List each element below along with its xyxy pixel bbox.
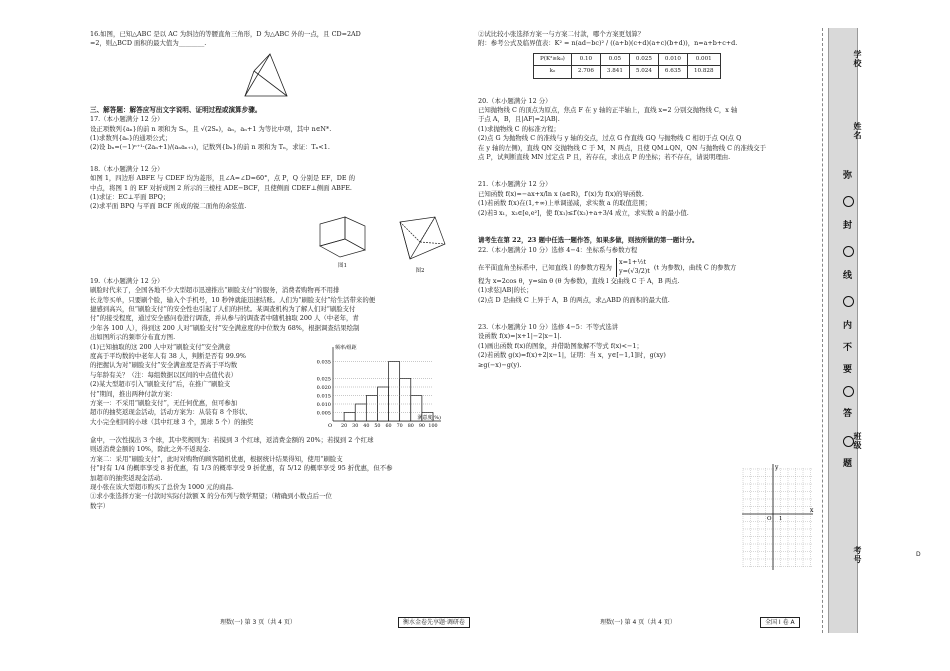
figure-1-caption: 图1 (338, 263, 347, 270)
q22-line-a (478, 258, 813, 277)
hist-x-tick: 70 (396, 423, 403, 429)
table-cell: 2.706 (571, 66, 600, 78)
q20-line-e: 在 y 轴的左侧)，直线 QN 交抛物线 C 于 M，N 两点，且使 QM⊥QN，QN 与抛物线 C 的准线交于 (478, 143, 767, 152)
q22-param-eq (616, 258, 650, 277)
q20-line-b: 于点 A，B，且|AF|=2|AB|. (478, 115, 560, 124)
seal-char: 弥 (843, 171, 853, 181)
right-column (478, 30, 813, 370)
q20-line-a: 已知抛物线 C 的顶点为原点，焦点 F 在 y 轴的正半轴上，直线 x=2 分别交抛物线 C，x 轴 (478, 106, 738, 115)
q19-line-p: 盒中，一次性摸出 3 个球，其中奖规则为：若摸到 3 个红球，返消费金额的 20%；若摸到 2 个红球 (90, 435, 374, 444)
axis-y-label: y (775, 464, 779, 471)
seal-circle (843, 296, 854, 307)
table-cell: 0.10 (571, 53, 600, 65)
seal-circle (843, 436, 854, 447)
hist-y-tick: 0.035 (316, 358, 331, 365)
hist-x-tick: 80 (407, 423, 414, 429)
q23-line-b: (1)画出函数 f(x)的图象，并借助图象解不等式 f(x)<−1； (478, 341, 643, 350)
table-cell: 6.635 (658, 66, 687, 78)
q19-header: 19.（本小题满分 12 分） (90, 276, 164, 285)
chi-square-table (533, 53, 721, 79)
q19-line-f: 出如图所示的频率分布直方图. (90, 333, 176, 342)
q18-stem2: 中点，将图 1 的 EF 对折成图 2 所示的三棱柱 ADE−BCF，且使侧面 CDEF⊥侧面 ABFE. (90, 183, 352, 192)
seal-circle (843, 196, 854, 207)
hist-bar (400, 378, 411, 421)
q21-line-a: 已知函数 f(x)=−ax+x/ln x (a∈R)，f′(x)为 f(x)的导函数. (478, 189, 644, 198)
q19-line-k: (2)某大型超市引入“刷脸支付”后，在推广“刷脸支 (90, 380, 231, 389)
q19-line-h: 度高于平均数的中老年人有 38 人，判断是否有 99.9% (90, 351, 246, 360)
hist-bar (389, 361, 400, 421)
q19-formula: 附：参考公式及临界值表：K² = n(ad−bc)² / ((a+b)(c+d)(a+c)(b+d))，n=a+b+c+d. (478, 39, 738, 48)
table-cell: 0.010 (658, 53, 687, 65)
q18-header: 18.（本小题满分 12 分） (90, 164, 164, 173)
q22-line-c: 程为 x=2cos θ，y=sin θ (θ 为参数)，直线 l 交曲线 C 于 A，B 两点. (478, 276, 680, 285)
table-header-k: k₀ (534, 66, 572, 78)
strip-number: 考号 (853, 546, 862, 564)
q17-stem: 设正项数列{aₙ}的前 n 项和为 Sₙ，且 √(2Sₙ)，aₙ，aₙ+1 为等比中项，其中 n∈N*. (90, 124, 332, 133)
q19-line-b: 长龙等买单，只要刷个脸，输入个手机号，10 秒钟就能迅速结账。人们为“刷脸支付”给生活带来的便 (90, 295, 376, 304)
q19-line-i: 的把握认为对“刷脸支付”安全满意度是否高于平均数 (90, 361, 238, 370)
q23-line-d: ≥g(−x)−g(y). (478, 360, 522, 369)
q19-line-v: ①求小张选择方案一付款时实际付款额 X 的分布列与数学期望；（精确到小数点后一位 (90, 492, 332, 501)
hist-bar (366, 395, 377, 421)
q18-part2: (2)求平面 BPQ 与平面 BCF 所成的锐二面角的余弦值. (90, 202, 247, 211)
hist-bar (355, 404, 366, 421)
q19-hist-block (90, 343, 460, 436)
hist-x-tick: 90 (418, 423, 425, 429)
hist-y-tick: 0.025 (316, 375, 331, 382)
hist-x-tick: 50 (374, 423, 381, 429)
table-header-p: P(K²≥k₀) (534, 53, 572, 65)
hist-x-tick: 30 (352, 423, 359, 429)
table-cell: 3.841 (600, 66, 629, 78)
q19-line-w: 数字） (90, 501, 110, 510)
seal-char: 答 (843, 409, 853, 419)
hist-y-tick: 0.015 (316, 392, 331, 399)
q21-line-b: (1)若函数 f(x)在(1,+∞)上单调递减，求实数 a 的取值范围； (478, 199, 652, 208)
hist-x-tick: 100 (428, 423, 438, 429)
strip-school: 学校 (853, 50, 862, 68)
hist-x-tick: 60 (385, 423, 392, 429)
hist-y-tick: 0.005 (316, 409, 331, 416)
q17-part2: (2)设 bₙ=(−1)ⁿ⁺¹·(2aₙ+1)/(aₙaₙ₊₁)，记数列{bₙ}的前 n 项和为 Tₙ，求证：Tₙ<1. (90, 143, 330, 152)
q19-line-q: 则返消费金额的 10%，除此之外不返现金. (90, 445, 211, 454)
q18-stem1: 如图 1，四边形 ABFE 与 CDEF 均为菱形，且∠A=∠D=60°，点 P，Q 分别是 EF，DE 的 (90, 174, 355, 183)
q19-line-n: 超市的抽奖返现金活动，活动方案为：从装有 8 个形状、 (90, 408, 252, 417)
q18-figure-1 (315, 214, 370, 259)
q17-part1: (1)求数列{aₙ}的通项公式； (90, 134, 172, 143)
axis-one: 1 (779, 516, 783, 522)
footer-left: 理数(一) 第 3 页（共 4 页） (220, 619, 296, 626)
table-cell: 5.024 (629, 66, 658, 78)
q19-line-d: 付”的接受程度，通过安全感问卷进行调查，并从参与的调查者中随机抽取 200 人（中老年，青 (90, 314, 359, 323)
seal-char: 内 (843, 321, 853, 331)
hist-x-label: 满意度(%) (417, 414, 441, 421)
q19-line-x: ②试比较小张选择方案一与方案二付款，哪个方案更划算？ (478, 30, 645, 38)
footer-mid: 衡水金卷先享题·调研卷 (398, 617, 470, 628)
q20-line-d: (2)点 G 为抛物线 C 的准线与 y 轴的交点，过点 G 作直线 GQ 与抛物线 C 相切于点 Q(点 Q (478, 134, 742, 143)
hist-x-tick: 40 (363, 423, 370, 429)
q19-line-a: 刷脸时代来了，全国各地不少大型超市迅速推出“刷脸支付”的服务，消费者购物再不用排 (90, 286, 340, 295)
q16-line1: 16.如图，已知△ABC 是以 AC 为斜边的等腰直角三角形，D 为△ABC 外的一点，且 CD=2AD (90, 30, 361, 38)
seal-char: 不 (843, 343, 853, 353)
seal-char: 封 (843, 221, 853, 231)
footer-badge: 全国 I 卷 A (760, 617, 800, 628)
q19-line-r: 方案二：采用“刷脸支付”，此时对购物的顾客随机优惠，根据统计结果得知，使用“刷脸支 (90, 454, 343, 463)
footer-right: 理数(一) 第 4 页（共 4 页） (600, 619, 676, 626)
left-column (90, 30, 460, 511)
q18-figures (315, 214, 460, 277)
q23-line-c: (2)若函数 g(x)=f(x)+2|x−1|，证明：当 x，y∈[−1,1]时，g(xy) (478, 351, 666, 360)
q21-line-c: (2)若∃ x₁，x₂∈[e,e²]，使 f(x₁)≤f′(x₂)+a+3/4 成立，求实数 a 的最小值. (478, 208, 689, 217)
section-3-heading: 三、解答题：解答应写出文字说明、证明过程或演算步骤。 (90, 105, 262, 114)
q19-line-o: 大小完全相同的小球（其中红球 3 个，黑球 5 个）的抽奖 (90, 417, 254, 426)
table-cell: 0.025 (629, 53, 658, 65)
q18-part1: (1)求证：EC⊥平面 BPQ； (90, 193, 170, 202)
q22-text-2: (t 为参数)，曲线 C 的参数方 (653, 263, 737, 272)
q22-line-d: (1)求弦|AB|的长； (478, 286, 533, 295)
hist-x-tick: 20 (341, 423, 348, 429)
seal-char: 要 (843, 365, 853, 375)
q22-line-e: (2)点 D 是曲线 C 上异于 A，B 的两点，求△ABD 的面积的最大值. (478, 295, 670, 304)
axis-origin: O (767, 516, 772, 522)
q20-line-c: (1)求抛物线 C 的标准方程； (478, 124, 560, 133)
axis-x-label: x (810, 507, 814, 514)
hist-y-tick: 0.020 (316, 384, 331, 391)
table-cell: 0.001 (687, 53, 720, 65)
q19-line-g: (1)已知抽取的这 200 人中对“刷脸支付”安全满意 (90, 342, 231, 351)
q19-line-t: 加超市的抽奖返现金活动. (90, 473, 163, 482)
footer-badge-wrap (760, 617, 800, 626)
histogram-chart (305, 343, 455, 433)
q20-header: 20.（本小题满分 12 分） (478, 96, 552, 105)
hist-y-tick: 0.010 (316, 401, 331, 408)
hist-origin: O (328, 422, 333, 429)
figure-2-caption: 图2 (415, 268, 425, 275)
q16-line2: =2，则△BCD 面积的最大值为________. (90, 39, 207, 48)
q19-line-j: 与年龄有关？（注：每组数据以区间的中点值代表） (90, 370, 237, 379)
q19-line-e: 少年各 100 人），得到这 200 人对“刷脸支付”安全满意度的中位数为 68%，根据调查结果绘制 (90, 323, 360, 332)
footer-mid-wrap (398, 617, 470, 626)
q19-line-s: 付”时有 1/4 的概率享受 8 折优惠，有 1/3 的概率享受 9 折优惠，有 5/12 的概率享受 95 折优惠，但不参 (90, 464, 393, 473)
hist-bar (344, 412, 355, 421)
table-cell: 0.05 (600, 53, 629, 65)
q18-figure-2 (390, 214, 450, 264)
q23-line-a: 设函数 f(x)=|x+1|−2|x−1|. (478, 332, 562, 341)
seal-circle (843, 386, 854, 397)
seal-char: 线 (843, 271, 853, 281)
q21-header: 21.（本小题满分 12 分） (478, 180, 552, 189)
choose-note: 请考生在第 22，23 题中任选一题作答，如果多做，则按所做的第一题计分。 (478, 236, 699, 245)
seal-char: 题 (843, 459, 853, 469)
q17-header: 17.（本小题满分 12 分） (90, 115, 164, 124)
q20-line-f: 点 P，试判断直线 MN 过定点 P 且，若存在，求出点 P 的坐标；若不存在，请说明理由. (478, 153, 731, 162)
table-cell: 10.828 (687, 66, 720, 78)
q16-figure (240, 51, 290, 101)
q19-line-u: 现小张在该大型超市购买了总价为 1000 元的商品. (90, 482, 234, 491)
corner-mark: D (916, 551, 921, 558)
q22-text: 在平面直角坐标系中，已知直线 l 的参数方程为 (478, 263, 612, 272)
q22-eq-y: y=(√3/2)t (618, 267, 650, 276)
q23-coordinate-grid (740, 462, 815, 572)
q23-header: 23.（本小题满分 10 分）选修 4−5：不等式选讲 (478, 322, 619, 331)
hist-y-label: 频率/组距 (335, 344, 357, 351)
seal-circle (843, 246, 854, 257)
q19-line-l: 付”期间，推出两种付款方案： (90, 389, 177, 398)
q22-header: 22.（本小题满分 10 分）选修 4−4：坐标系与参数方程 (478, 245, 638, 254)
fold-line (822, 28, 823, 633)
strip-name: 姓名 (853, 122, 862, 140)
q19-line-m: 方案一：不采用“刷脸支付”，无任何优惠，但可参加 (90, 398, 238, 407)
q22-eq-x: x=1+½t (618, 257, 647, 266)
q19-line-c: 捷感到高兴，但“刷脸支付”的安全性也引起了人们的担忧。某调查机构为了解人们对“刷脸支付 (90, 304, 356, 313)
strip-class: 班级 (853, 432, 862, 450)
